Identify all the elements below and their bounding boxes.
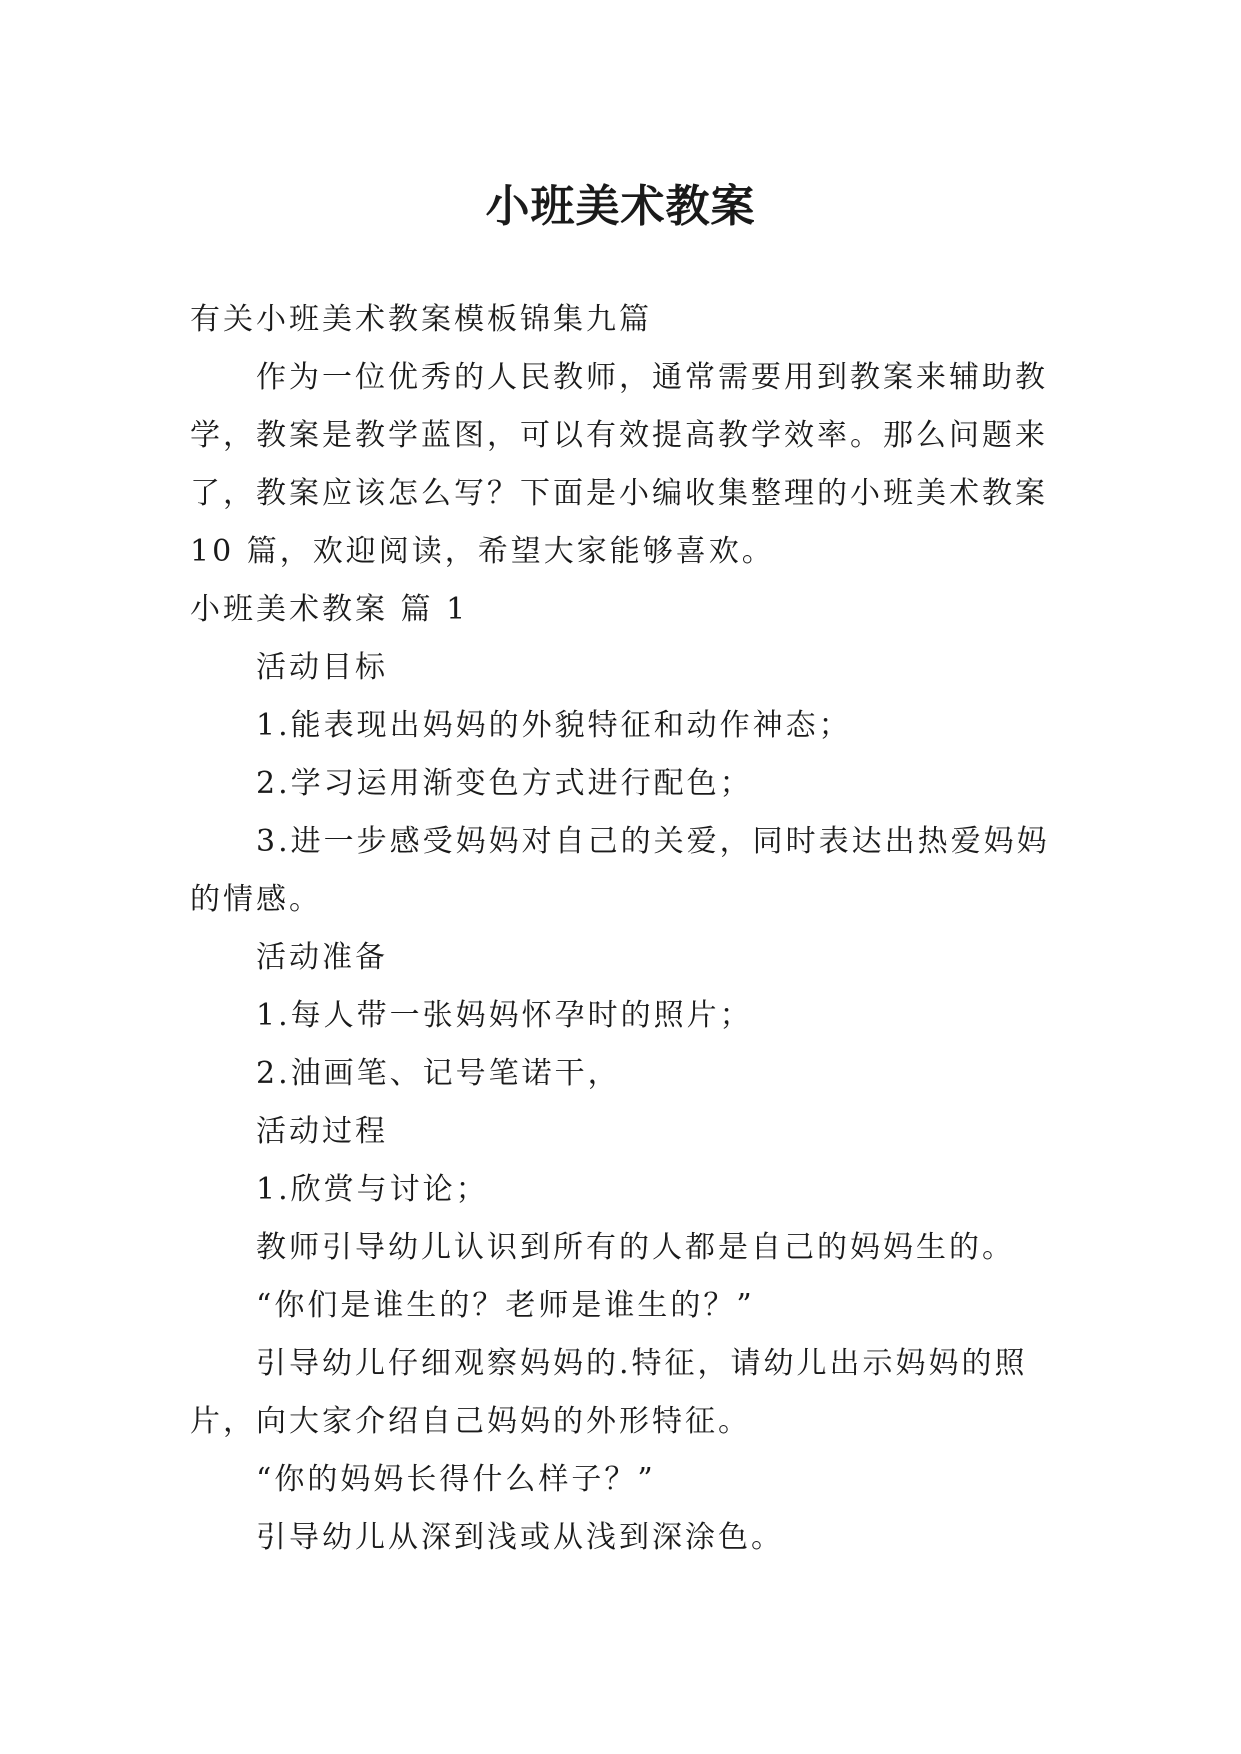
section-heading: 小班美术教案 篇 1 xyxy=(190,592,469,627)
body-paragraph: 引导幼儿仔细观察妈妈的.特征，请幼儿出示妈妈的照片，向大家介绍自己妈妈的外形特征。 xyxy=(190,1346,1028,1439)
body-paragraph: 教师引导幼儿认识到所有的人都是自己的妈妈生的。 xyxy=(256,1230,1015,1265)
goal-item: 1.能表现出妈妈的外貌特征和动作神态； xyxy=(256,708,852,743)
activity-preparation-heading: 活动准备 xyxy=(256,940,388,975)
activity-goals-heading: 活动目标 xyxy=(256,650,388,685)
activity-process-heading: 活动过程 xyxy=(256,1114,388,1149)
subtitle-paragraph: 有关小班美术教案模板锦集九篇 xyxy=(190,302,652,337)
intro-paragraph: 作为一位优秀的人民教师，通常需要用到教案来辅助教学，教案是教学蓝图，可以有效提高教学效率。那么问题来了，教案应该怎么写？下面是小编收集整理的小班美术教案10 篇，欢迎阅读，希望大家能够喜欢。 xyxy=(190,360,1048,569)
preparation-item: 2.油画笔、记号笔诺干， xyxy=(256,1056,621,1091)
goal-item: 2.学习运用渐变色方式进行配色； xyxy=(256,766,753,801)
quote-paragraph: “你们是谁生的？老师是谁生的？” xyxy=(256,1288,755,1323)
document-body xyxy=(190,291,1052,1567)
quote-paragraph: “你的妈妈长得什么样子？” xyxy=(256,1462,656,1497)
goal-item: 3.进一步感受妈妈对自己的关爱，同时表达出热爱妈妈的情感。 xyxy=(190,824,1050,917)
page-title: 小班美术教案 xyxy=(485,181,756,233)
body-paragraph: 引导幼儿从深到浅或从浅到深涂色。 xyxy=(256,1520,784,1555)
process-step: 1.欣赏与讨论； xyxy=(256,1172,489,1207)
preparation-item: 1.每人带一张妈妈怀孕时的照片； xyxy=(256,998,753,1033)
